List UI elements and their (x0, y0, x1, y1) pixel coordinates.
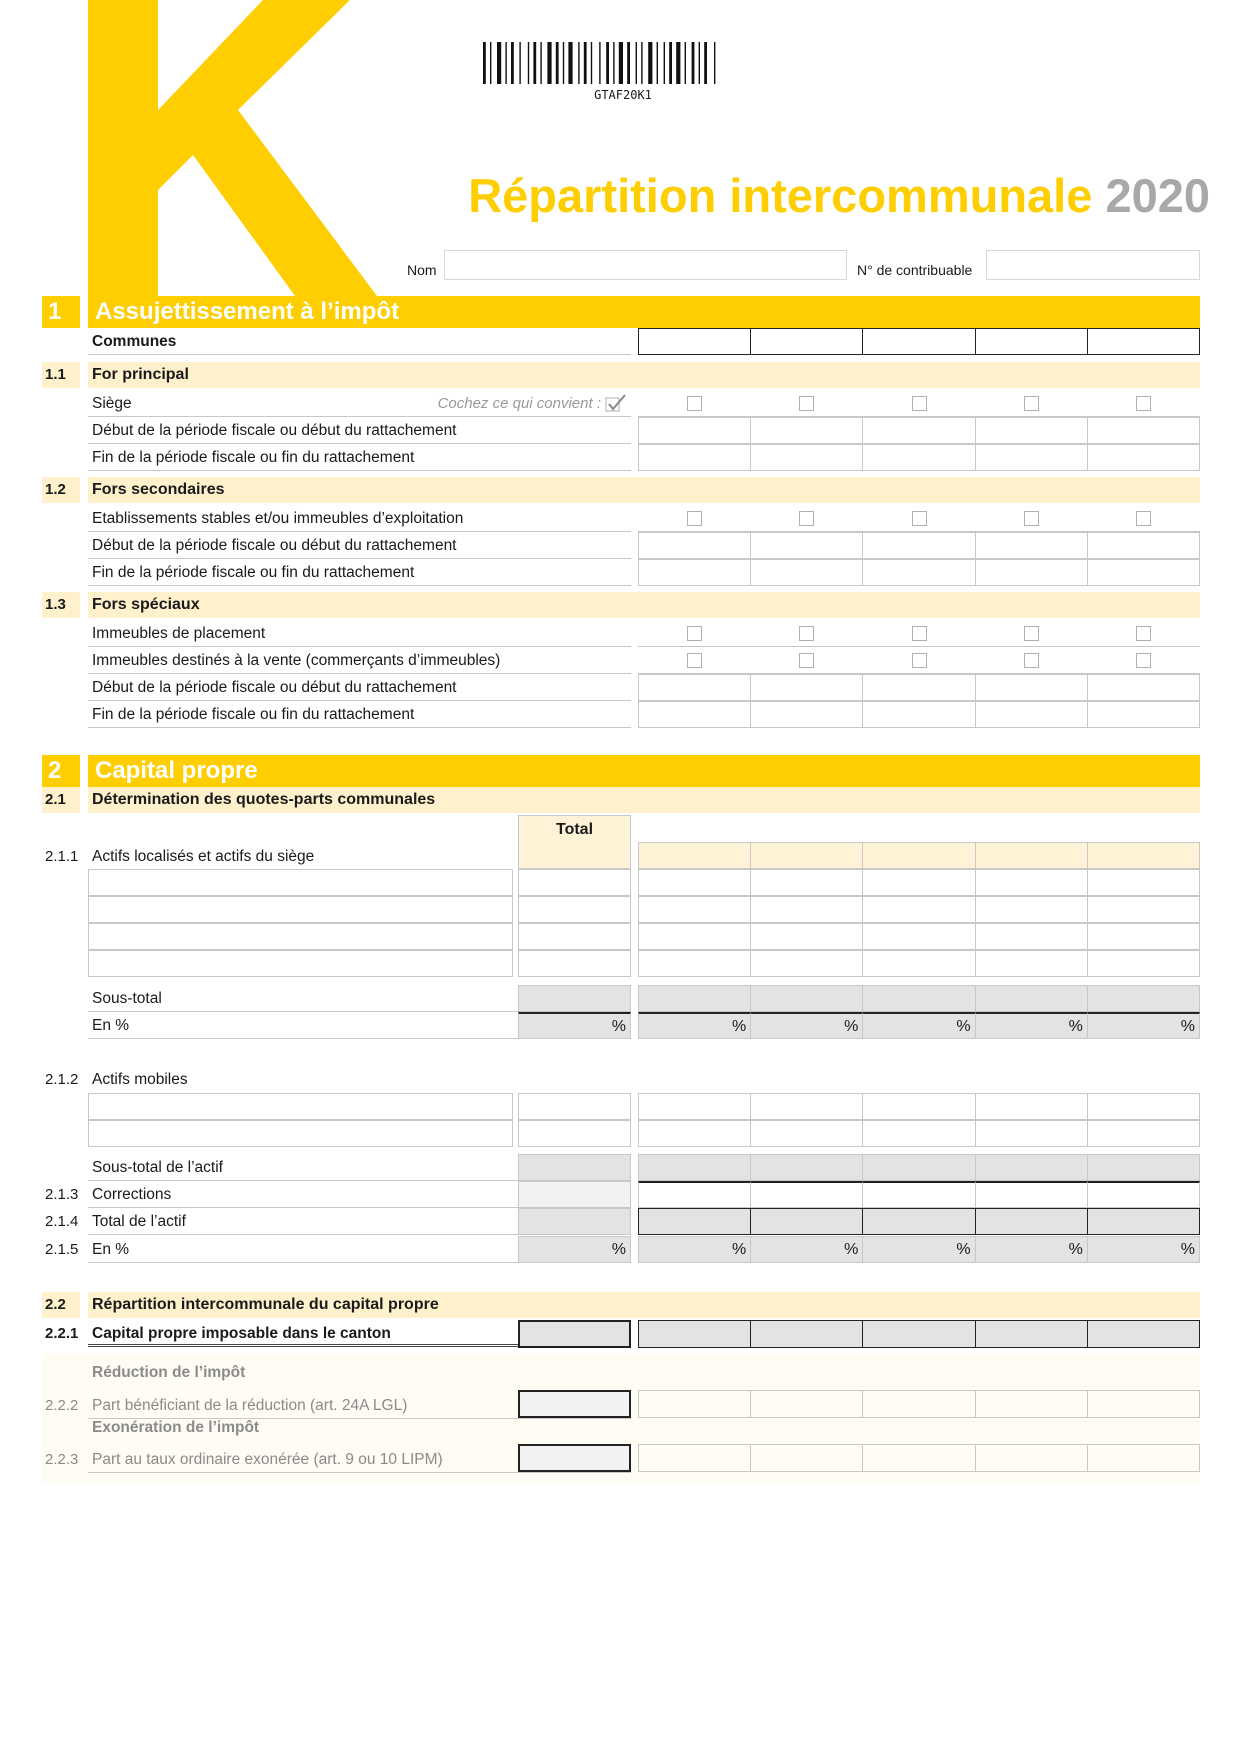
amount-field[interactable] (751, 1444, 863, 1472)
pct-cell: % (638, 1236, 751, 1263)
commune-header-cell (638, 842, 751, 869)
cochez-hint: Cochez ce qui convient : (437, 395, 601, 412)
row-number: 2.1.1 (45, 848, 79, 865)
computed-cell (1088, 985, 1200, 1012)
amount-field[interactable] (638, 1093, 751, 1120)
amount-field[interactable] (638, 923, 751, 950)
amount-field[interactable] (976, 896, 1088, 923)
pct-cell: % (638, 1012, 751, 1039)
pct-cell: % (1088, 1236, 1200, 1263)
computed-cell (863, 985, 975, 1012)
date-field[interactable] (976, 532, 1088, 559)
checkbox[interactable] (799, 626, 814, 641)
pct-cell: % (863, 1236, 975, 1263)
placement-row (88, 620, 631, 647)
contribuable-field[interactable] (986, 250, 1200, 280)
checkbox[interactable] (799, 511, 814, 526)
barcode-bar (584, 42, 587, 84)
date-field[interactable] (751, 417, 863, 444)
date-field[interactable] (976, 444, 1088, 471)
date-field[interactable] (751, 674, 863, 701)
pct-grid (638, 1012, 1200, 1039)
communes-row (88, 328, 631, 355)
checkbox[interactable] (799, 653, 814, 668)
computed-cell (863, 1154, 975, 1181)
commune-header-cell (1088, 842, 1200, 869)
row-label: Etablissements stables et/ou immeubles d’exploitation (92, 510, 464, 527)
barcode-bar (563, 42, 564, 84)
amount-field[interactable] (638, 896, 751, 923)
checkbox[interactable] (1136, 653, 1151, 668)
etablissements-checkboxes (638, 505, 1200, 532)
amount-field[interactable] (751, 869, 863, 896)
row-label: Fin de la période fiscale ou fin du rattachement (92, 564, 415, 581)
date-field[interactable] (1088, 559, 1200, 586)
date-field[interactable] (1088, 417, 1200, 444)
siege-row (88, 390, 631, 417)
commune-name-field[interactable] (976, 328, 1088, 355)
asset-name-field[interactable] (88, 950, 513, 977)
subsection-1-2 (42, 477, 1200, 503)
barcode-bar (591, 42, 592, 84)
amount-field[interactable] (751, 1120, 863, 1147)
vente-checkboxes (638, 647, 1200, 674)
checkbox[interactable] (1024, 511, 1039, 526)
amount-field[interactable] (751, 950, 863, 977)
barcode-bar (483, 42, 486, 84)
placement-checkboxes (638, 620, 1200, 647)
computed-cell (751, 1320, 863, 1348)
row-label: En % (92, 1241, 130, 1258)
fin-row (88, 701, 631, 728)
fin-row (88, 444, 631, 471)
subsection-number: 1.2 (45, 481, 66, 498)
subsection-number: 1.3 (45, 596, 66, 613)
barcode-bar (599, 42, 600, 84)
computed-cell (976, 1208, 1088, 1235)
date-field[interactable] (976, 674, 1088, 701)
amount-field[interactable] (976, 1444, 1088, 1472)
reduction-total[interactable] (518, 1390, 631, 1418)
etablissements-row (88, 505, 631, 532)
barcode-bar (519, 42, 520, 84)
pct-cell: % (976, 1236, 1088, 1263)
row-label: Immeubles destinés à la vente (commerçants d’immeubles) (92, 652, 501, 669)
barcode-bar (636, 42, 637, 84)
row-number: 2.2.2 (45, 1397, 79, 1414)
nom-field[interactable] (444, 250, 847, 280)
amount-field[interactable] (751, 923, 863, 950)
amount-field[interactable] (863, 869, 975, 896)
amount-field[interactable] (863, 923, 975, 950)
amount-field[interactable] (751, 1390, 863, 1418)
reduction-grid (638, 1390, 1200, 1418)
computed-cell (1088, 1320, 1200, 1348)
commune-header-cell (751, 842, 863, 869)
row-number: 2.1.3 (45, 1186, 79, 1203)
pct-cell: % (751, 1012, 863, 1039)
amount-field[interactable] (863, 1093, 975, 1120)
total-header: Total (518, 815, 631, 869)
row-number: 2.2.3 (45, 1451, 79, 1468)
checkbox[interactable] (1024, 626, 1039, 641)
total-cell[interactable] (518, 1093, 631, 1120)
nom-label: Nom (407, 262, 437, 278)
checkbox[interactable] (1136, 511, 1151, 526)
subsection-title: Fors spéciaux (92, 596, 200, 613)
row-label: Part au taux ordinaire exonérée (art. 9 ou 10 LIPM) (92, 1451, 443, 1468)
amount-field[interactable] (976, 1181, 1088, 1208)
amount-field[interactable] (751, 1181, 863, 1208)
asset-grid (638, 869, 1200, 896)
computed-cell (638, 1208, 751, 1235)
barcode-bar (613, 42, 614, 84)
amount-field[interactable] (976, 1390, 1088, 1418)
subsection-2-1 (42, 787, 1200, 813)
amount-field[interactable] (1088, 896, 1200, 923)
computed-cell (976, 1154, 1088, 1181)
subsection-title: Répartition intercommunale du capital propre (92, 1296, 439, 1313)
subsection-title: Fors secondaires (92, 481, 225, 498)
amount-field[interactable] (1088, 1093, 1200, 1120)
row-number: 2.1.5 (45, 1241, 79, 1258)
fin-grid (638, 444, 1200, 471)
total-cell[interactable] (518, 950, 631, 977)
siege-checkboxes (638, 390, 1200, 417)
commune-name-field[interactable] (863, 328, 975, 355)
date-field[interactable] (638, 532, 751, 559)
subsection-1-3 (42, 592, 1200, 618)
barcode-bar (657, 42, 658, 84)
computed-cell (638, 1154, 751, 1181)
subsection-title: Détermination des quotes-parts communales (92, 791, 436, 808)
barcode-bar (606, 42, 609, 84)
checkbox[interactable] (912, 626, 927, 641)
computed-cell (976, 1320, 1088, 1348)
barcode-bar (533, 42, 536, 84)
page-title (468, 168, 1210, 223)
row-label: Début de la période fiscale ou début du rattachement (92, 679, 457, 696)
pct-grid (638, 1236, 1200, 1263)
fin-row (88, 559, 631, 586)
commune-name-field[interactable] (1088, 328, 1200, 355)
total-actif-grid (638, 1208, 1200, 1235)
checkbox[interactable] (1024, 396, 1039, 411)
date-field[interactable] (638, 701, 751, 728)
communes-grid (638, 328, 1200, 355)
asset-name-field[interactable] (88, 1120, 513, 1147)
fin-grid (638, 559, 1200, 586)
checkbox[interactable] (799, 396, 814, 411)
row-label: Sous-total (92, 990, 162, 1007)
computed-cell (1088, 1208, 1200, 1235)
amount-field[interactable] (638, 1390, 751, 1418)
row-label: Début de la période fiscale ou début du rattachement (92, 537, 457, 554)
amount-field[interactable] (1088, 1390, 1200, 1418)
date-field[interactable] (863, 444, 975, 471)
debut-grid (638, 417, 1200, 444)
computed-cell (863, 1320, 975, 1348)
computed-cell (638, 1320, 751, 1348)
subsection-bg (88, 592, 1200, 618)
checkbox[interactable] (687, 396, 702, 411)
barcode-bar (505, 42, 506, 84)
date-field[interactable] (976, 417, 1088, 444)
date-field[interactable] (751, 444, 863, 471)
subsection-bg (88, 477, 1200, 503)
computed-cell (751, 985, 863, 1012)
barcode-bar (641, 42, 642, 84)
row-label: Fin de la période fiscale ou fin du rattachement (92, 706, 415, 723)
barcode-bar (669, 42, 672, 84)
total-cell[interactable] (518, 923, 631, 950)
actifs-mobiles-label: Actifs mobiles (92, 1071, 188, 1088)
debut-row (88, 417, 631, 444)
computed-cell (751, 1154, 863, 1181)
commune-header-cells (638, 842, 1200, 869)
row-label: Sous-total de l’actif (92, 1159, 223, 1176)
checkbox[interactable] (687, 511, 702, 526)
barcode-bar (578, 42, 579, 84)
amount-field[interactable] (751, 896, 863, 923)
date-field[interactable] (976, 559, 1088, 586)
date-field[interactable] (863, 701, 975, 728)
pct-cell: % (863, 1012, 975, 1039)
subsection-title: For principal (92, 366, 189, 383)
date-field[interactable] (751, 559, 863, 586)
row-label: Part bénéficiant de la réduction (art. 24A LGL) (92, 1397, 408, 1414)
amount-field[interactable] (863, 950, 975, 977)
section-2-number: 2 (42, 755, 80, 787)
checkbox[interactable] (912, 511, 927, 526)
barcode-text: GTAF20K1 (594, 88, 652, 102)
barcode-bar (528, 42, 529, 84)
amount-field[interactable] (863, 1181, 975, 1208)
amount-field[interactable] (1088, 923, 1200, 950)
title-year: 2020 (1105, 169, 1210, 222)
subsection-number: 2.2 (45, 1296, 66, 1313)
amount-field[interactable] (863, 1444, 975, 1472)
asset-grid (638, 1120, 1200, 1147)
amount-field[interactable] (863, 896, 975, 923)
amount-field[interactable] (638, 1181, 751, 1208)
amount-field[interactable] (1088, 869, 1200, 896)
asset-grid (638, 923, 1200, 950)
exoneration-heading: Exonération de l’impôt (92, 1419, 260, 1436)
barcode-bar (692, 42, 695, 84)
barcode-bar (568, 42, 572, 84)
barcode-bar (619, 42, 623, 84)
barcode-bar (664, 42, 665, 84)
date-field[interactable] (638, 559, 751, 586)
contribuable-label: N° de contribuable (857, 262, 973, 278)
fin-grid (638, 701, 1200, 728)
total-cell[interactable] (518, 896, 631, 923)
date-field[interactable] (751, 532, 863, 559)
barcode-bar (699, 42, 700, 84)
row-label: Corrections (92, 1186, 172, 1203)
subsection-number: 1.1 (45, 366, 66, 383)
amount-field[interactable] (638, 869, 751, 896)
exoneration-grid (638, 1444, 1200, 1472)
amount-field[interactable] (976, 1093, 1088, 1120)
asset-grid (638, 950, 1200, 977)
section-2-title: Capital propre (88, 755, 1200, 787)
subsection-1-1 (42, 362, 1200, 388)
total-cell[interactable] (518, 1120, 631, 1147)
row-number: 2.1.4 (45, 1213, 79, 1230)
amount-field[interactable] (976, 950, 1088, 977)
row-label: Fin de la période fiscale ou fin du rattachement (92, 449, 415, 466)
debut-row (88, 532, 631, 559)
checkbox[interactable] (1024, 653, 1039, 668)
actifs-localises-label: Actifs localisés et actifs du siège (92, 848, 315, 865)
barcode-bar (540, 42, 541, 84)
section-1-title: Assujettissement à l’impôt (88, 296, 1200, 328)
corrections-grid (638, 1181, 1200, 1208)
amount-field[interactable] (1088, 950, 1200, 977)
checkmark-icon (605, 394, 627, 412)
section-1-number: 1 (42, 296, 80, 328)
vente-row (88, 647, 631, 674)
subsection-number: 2.1 (45, 791, 66, 808)
pct-cell: % (1088, 1012, 1200, 1039)
commune-header-cell (976, 842, 1088, 869)
asset-grid (638, 896, 1200, 923)
barcode (483, 42, 763, 84)
date-field[interactable] (976, 701, 1088, 728)
amount-field[interactable] (638, 1120, 751, 1147)
amount-field[interactable] (863, 1390, 975, 1418)
computed-cell (863, 1208, 975, 1235)
barcode-bar (714, 42, 715, 84)
computed-cell (976, 985, 1088, 1012)
sous-total-actif-grid (638, 1154, 1200, 1181)
subsection-2-2 (42, 1292, 1200, 1318)
date-field[interactable] (638, 417, 751, 444)
capital-grid (638, 1320, 1200, 1348)
amount-field[interactable] (638, 1444, 751, 1472)
barcode-bar (547, 42, 551, 84)
asset-name-field[interactable] (88, 923, 513, 950)
date-field[interactable] (863, 674, 975, 701)
exoneration-total[interactable] (518, 1444, 631, 1472)
amount-field[interactable] (1088, 1444, 1200, 1472)
row-number: 2.2.1 (45, 1325, 79, 1342)
pct-total: % (518, 1236, 631, 1263)
date-field[interactable] (1088, 674, 1200, 701)
barcode-bar (627, 42, 630, 84)
pct-total: % (518, 1012, 631, 1039)
reduction-heading: Réduction de l’impôt (92, 1364, 246, 1381)
section-2-header (42, 755, 1200, 787)
date-field[interactable] (863, 532, 975, 559)
amount-field[interactable] (863, 1120, 975, 1147)
date-field[interactable] (638, 444, 751, 471)
row-label: Immeubles de placement (92, 625, 266, 642)
amount-field[interactable] (976, 1120, 1088, 1147)
amount-field[interactable] (1088, 1120, 1200, 1147)
checkbox[interactable] (1136, 396, 1151, 411)
siege-label: Siège (92, 395, 132, 412)
corrections-total (518, 1181, 631, 1208)
sous-total-total (518, 985, 631, 1012)
debut-grid (638, 532, 1200, 559)
barcode-bar (497, 42, 501, 84)
row-label: Capital propre imposable dans le canton (92, 1325, 391, 1342)
date-field[interactable] (863, 559, 975, 586)
pct-cell: % (976, 1012, 1088, 1039)
subsection-bg (88, 362, 1200, 388)
section-1-header (42, 296, 1200, 328)
checkbox[interactable] (912, 396, 927, 411)
barcode-bar (511, 42, 514, 84)
communes-label: Communes (92, 333, 177, 350)
computed-cell (1088, 1154, 1200, 1181)
sous-total-grid (638, 985, 1200, 1012)
date-field[interactable] (751, 701, 863, 728)
row-label: En % (92, 1017, 130, 1034)
debut-row (88, 674, 631, 701)
asset-grid (638, 1093, 1200, 1120)
asset-name-field[interactable] (88, 896, 513, 923)
barcode-bar (685, 42, 686, 84)
amount-field[interactable] (976, 869, 1088, 896)
barcode-bar (490, 42, 491, 84)
total-cell[interactable] (518, 869, 631, 896)
pct-cell: % (751, 1236, 863, 1263)
barcode-bar (704, 42, 707, 84)
asset-name-field[interactable] (88, 1093, 513, 1120)
debut-grid (638, 674, 1200, 701)
commune-header-cell (863, 842, 975, 869)
commune-name-field[interactable] (751, 328, 863, 355)
amount-field[interactable] (1088, 1181, 1200, 1208)
date-field[interactable] (1088, 701, 1200, 728)
amount-field[interactable] (751, 1093, 863, 1120)
title-main: Répartition intercommunale (468, 169, 1093, 222)
sous-total-actif-total (518, 1154, 631, 1181)
checkbox[interactable] (912, 653, 927, 668)
row-number: 2.1.2 (45, 1071, 79, 1088)
row-label: Total de l’actif (92, 1213, 186, 1230)
asset-name-field[interactable] (88, 869, 513, 896)
amount-field[interactable] (976, 923, 1088, 950)
date-field[interactable] (1088, 532, 1200, 559)
date-field[interactable] (638, 674, 751, 701)
date-field[interactable] (1088, 444, 1200, 471)
amount-field[interactable] (638, 950, 751, 977)
checkbox[interactable] (1136, 626, 1151, 641)
checkbox[interactable] (687, 626, 702, 641)
commune-name-field[interactable] (638, 328, 751, 355)
computed-cell (751, 1208, 863, 1235)
date-field[interactable] (863, 417, 975, 444)
total-actif-total (518, 1208, 631, 1235)
barcode-bar (676, 42, 680, 84)
capital-total (518, 1320, 631, 1348)
checkbox[interactable] (687, 653, 702, 668)
row-label: Début de la période fiscale ou début du rattachement (92, 422, 457, 439)
k-letter-logo (88, 0, 398, 300)
computed-cell (638, 985, 751, 1012)
barcode-bar (648, 42, 652, 84)
barcode-bar (556, 42, 559, 84)
